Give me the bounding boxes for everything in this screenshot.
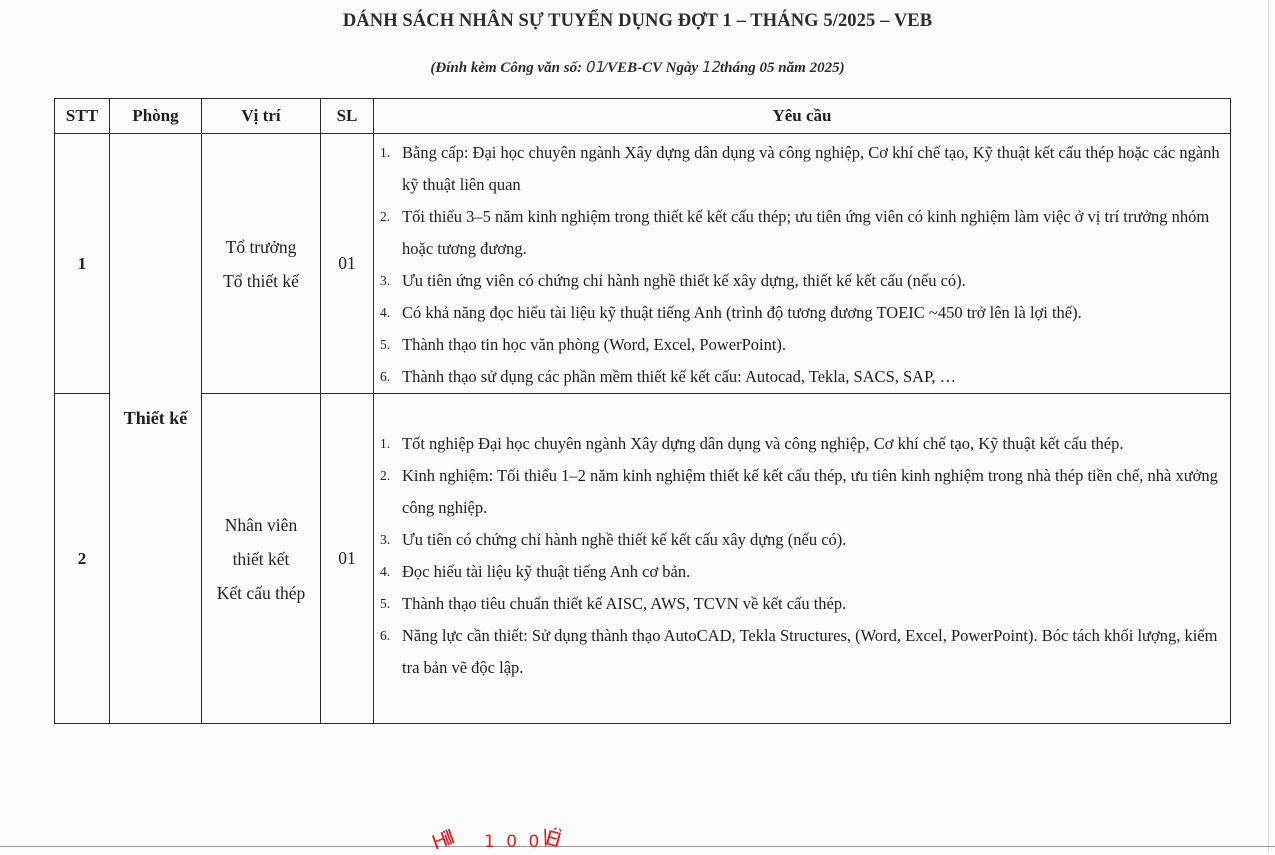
requirement-item: 1. Bằng cấp: Đại học chuyên ngành Xây dựng dân dụng và công nghiệp, Cơ khí chế tạo, Kỹ thuật kết cấu thép hoặc các ngành kỹ thuật liên quan (380, 143, 1220, 194)
requirements-list (380, 428, 1222, 684)
requirement-item: 1. Tốt nghiệp Đại học chuyên ngành Xây dựng dân dụng và công nghiệp, Cơ khí chế tạo, Kỹ thuật kết cấu thép. (380, 434, 1124, 453)
requirement-item: 4. Có khả năng đọc hiểu tài liệu kỹ thuật tiếng Anh (trình độ tương đương TOEIC ~450 trở lên là lợi thế). (380, 303, 1082, 322)
position-line: Nhân viên (224, 514, 298, 535)
requirement-text: Tốt nghiệp Đại học chuyên ngành Xây dựng dân dụng và công nghiệp, Cơ khí chế tạo, Kỹ thuật kết cấu thép. (402, 434, 1124, 453)
requirement-item: 5. Thành thạo tin học văn phòng (Word, Excel, PowerPoint). (380, 335, 787, 354)
table-row (55, 134, 1231, 394)
requirement-item: 5. Thành thạo tiêu chuẩn thiết kế AISC, AWS, TCVN về kết cấu thép. (380, 594, 847, 613)
requirement-text: Thành thạo tin học văn phòng (Word, Excel, PowerPoint). (402, 335, 787, 354)
stamp-fragment: \ÉÌ (539, 824, 562, 852)
header-yeucau: Yêu cầu (374, 99, 1231, 134)
requirement-text: Thành thạo tiêu chuẩn thiết kế AISC, AWS, TCVN về kết cấu thép. (402, 594, 847, 613)
requirement-text: Đọc hiểu tài liệu kỹ thuật tiếng Anh cơ bản. (402, 562, 691, 581)
subtitle-suffix: tháng 05 năm 2025) (719, 60, 845, 76)
requirements-cell (374, 134, 1231, 394)
subtitle-middle: /VEB-CV Ngày (602, 60, 702, 76)
document-subtitle (0, 58, 1275, 77)
table-header-row (55, 99, 1231, 134)
page-edge-bottom (0, 846, 1275, 847)
handwritten-document-number: 01 (583, 58, 607, 76)
header-phong: Phòng (110, 99, 202, 134)
stamp-fragment: 1 0 0 (484, 832, 543, 852)
document-title: DÁNH SÁCH NHÂN SỰ TUYỂN DỤNG ĐỢT 1 – THÁNG 5/2025 – VEB (342, 11, 933, 31)
requirement-text: Ưu tiên ứng viên có chứng chỉ hành nghề thiết kế xây dựng, thiết kế kết cấu (nếu có). (402, 271, 966, 290)
position-line: thiết kết (232, 548, 290, 569)
requirements-cell (374, 394, 1231, 724)
requirement-item: 2. Kinh nghiệm: Tối thiểu 1–2 năm kinh nghiệm thiết kế kết cấu thép, ưu tiên kinh nghiệm trong nhà thép tiền chế, nhà xưởng công nghiệp. (380, 466, 1218, 517)
department-cell (110, 134, 202, 724)
position-cell (202, 394, 321, 724)
requirement-item: 4. Đọc hiểu tài liệu kỹ thuật tiếng Anh cơ bản. (380, 562, 691, 581)
requirement-text: Năng lực cần thiết: Sử dụng thành thạo AutoCAD, Tekla Structures, (Word, Excel, PowerPoint). Bóc tách khối lượng, kiểm tra bản vẽ độc lập. (402, 626, 1218, 677)
requirements-list (380, 137, 1222, 393)
header-vitri: Vị trí (202, 99, 321, 134)
header-stt: STT (55, 99, 110, 134)
red-stamp (428, 824, 590, 855)
row-stt: 2 (55, 394, 110, 724)
requirement-item: 6. Năng lực cần thiết: Sử dụng thành thạo AutoCAD, Tekla Structures, (Word, Excel, PowerPoint). Bóc tách khối lượng, kiểm tra bản vẽ độc lập. (380, 626, 1218, 677)
requirement-text: Có khả năng đọc hiểu tài liệu kỹ thuật tiếng Anh (trình độ tương đương TOEIC ~450 trở lên là lợi thế). (402, 303, 1082, 322)
subtitle-prefix: (Đính kèm Công văn số: (430, 60, 586, 76)
position-cell (202, 134, 321, 394)
recruitment-table (54, 98, 1231, 724)
requirement-text: Kinh nghiệm: Tối thiểu 1–2 năm kinh nghiệm thiết kế kết cấu thép, ưu tiên kinh nghiệm trong nhà thép tiền chế, nhà xưởng công nghiệp. (402, 466, 1218, 517)
table-row (55, 394, 1231, 724)
position-line: Tổ trưởng (225, 236, 297, 257)
position-line: Tổ thiết kế (223, 270, 299, 291)
requirement-text: Ưu tiên có chứng chỉ hành nghề thiết kế kết cấu xây dựng (nếu có). (402, 530, 847, 549)
requirement-item: 2. Tối thiểu 3–5 năm kinh nghiệm trong thiết kế kết cấu thép; ưu tiên ứng viên có kinh nghiệm làm việc ở vị trí trưởng nhóm hoặc tương đương. (380, 207, 1210, 258)
requirement-item: 3. Ưu tiên ứng viên có chứng chỉ hành nghề thiết kế xây dựng, thiết kế kết cấu (nếu có). (380, 271, 966, 290)
requirement-item: 3. Ưu tiên có chứng chỉ hành nghề thiết kế kết cấu xây dựng (nếu có). (380, 530, 847, 549)
requirement-item: 6. Thành thạo sử dụng các phần mềm thiết kế kết cấu: Autocad, Tekla, SACS, SAP, … (380, 367, 957, 386)
handwritten-day: 12 (699, 58, 723, 76)
position-line: Kết cấu thép (216, 582, 306, 603)
requirement-text: Bằng cấp: Đại học chuyên ngành Xây dựng dân dụng và công nghiệp, Cơ khí chế tạo, Kỹ thuật kết cấu thép hoặc các ngành kỹ thuật liên quan (402, 143, 1220, 194)
requirement-text: Tối thiểu 3–5 năm kinh nghiệm trong thiết kế kết cấu thép; ưu tiên ứng viên có kinh nghiệm làm việc ở vị trí trưởng nhóm hoặc tương đương. (402, 207, 1210, 258)
stamp-fragment: Hill (428, 825, 456, 855)
department-label: Thiết kế (123, 408, 188, 428)
quantity-cell: 01 (321, 394, 374, 724)
row-stt: 1 (55, 134, 110, 394)
header-sl: SL (321, 99, 374, 134)
requirement-text: Thành thạo sử dụng các phần mềm thiết kế kết cấu: Autocad, Tekla, SACS, SAP, … (402, 367, 957, 386)
quantity-cell: 01 (321, 134, 374, 394)
page-edge-right (1268, 0, 1269, 852)
